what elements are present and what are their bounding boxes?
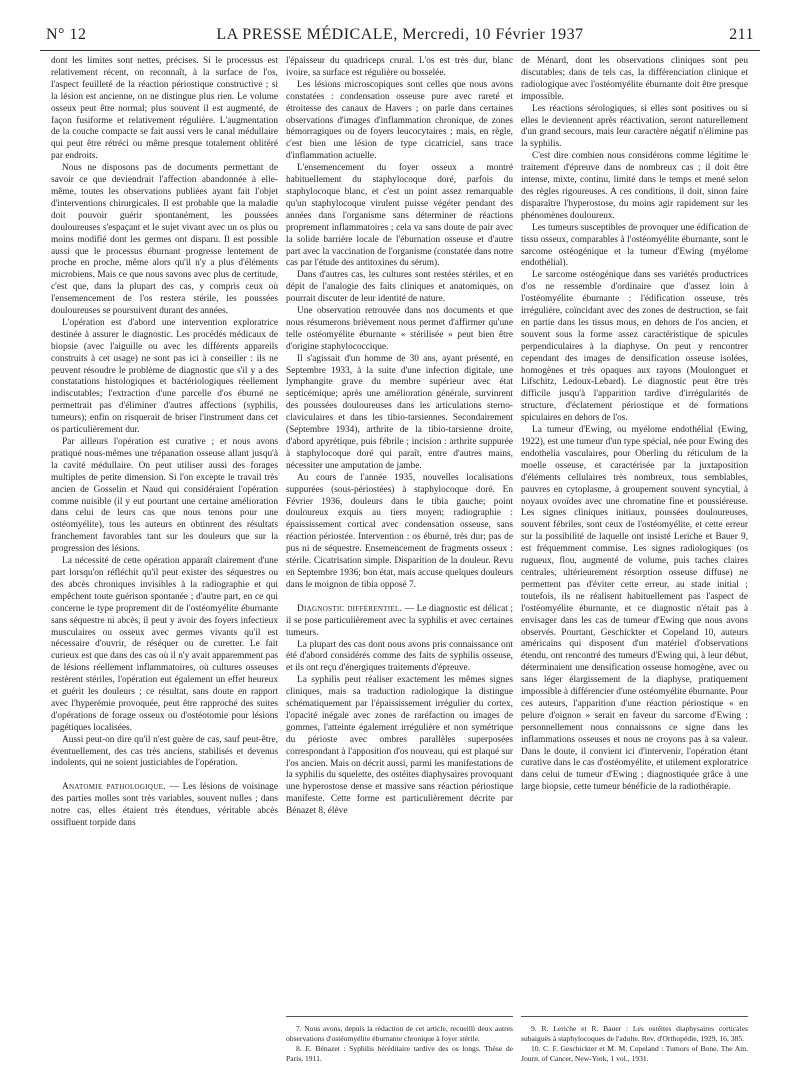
footnotes-column-3 — [521, 1016, 748, 1064]
paragraph: Les lésions microscopiques sont celles que nous avons constatées : condensation osseuse pure avec rareté et étroitesse des canaux de Havers ; on parle dans certaines observations d'images d'inflammation chronique, de zones hémorragiques ou de foyers leucocytaires ; mais, en règle, c'est bien une lésion de type cicatriciel, sans trace d'inflammation actuelle. — [286, 79, 513, 162]
paragraph: Nous ne disposons pas de documents permettant de savoir ce que deviendrait l'affection abandonnée à elle-même, toutes les observations publiées ayant fait l'objet d'interventions chirurgicales. Il est probable que la maladie doit pouvoir guérir spontanément, les poussées douloureuses s'espaçant et le sujet vivant avec un os plus ou moins modifié dont les germes ont disparu. Il est possible aussi que le processus éburnant progresse lentement de proche en proche, même alors qu'il n'y a plus d'éléments microbiens. Mais ce que nous savons avec plus de certitude, c'est que, dans la plupart des cas, y compris ceux où l'ensemencement de l'os restera stérile, les poussées douloureuses se poursuivent durant des années. — [51, 163, 278, 317]
paragraph: dont les limites sont nettes, précises. Si le processus est relativement récent, on reconnaît, à la surface de l'os, l'aspect feuilleté de la réaction périostique constructive ; si la lésion est ancienne, on ne distingue plus rien. Le volume osseux peut être normal; plus souvent il est augmenté, de façon fusiforme et relativement régulière. L'augmentation de la couche compacte se fait aussi vers le canal médullaire qui peut être rétréci ou même presque totalement oblitéré par endroits. — [51, 56, 278, 162]
page-number: 211 — [729, 26, 754, 43]
footnote-8: 8. E. Bénazet : Syphilis héréditaire tardive des os longs. Thèse de Paris, 1911. — [286, 1044, 513, 1063]
paragraph: La plupart des cas dont nous avons pris connaissance ont été d'abord considérés comme des faits de syphilis osseuse, et ils ont reçu d'énergiques traitements d'épreuve. — [286, 639, 513, 674]
paragraph: La syphilis peut réaliser exactement les mêmes signes cliniques, mais sa traduction radiologique la distingue schématiquement par l'épaississement irrégulier du cortex, l'opacité inégale avec zones de raréfaction ou images de gommes, l'atteinte également irrégulière et non symétrique du périoste avec ombres parallèles superposées correspondant à l'apposition d'os nouveau, qui est plaqué sur l'os ancien. Mais on décrit aussi, parmi les manifestations de la syphilis du squelette, des ostéites diaphysaires provoquant une hyperostose dense et massive sans réaction périostique manifeste. Cette forme est particulièrement décrite par Bénazet 8, élève — [286, 675, 513, 817]
column-2 — [286, 56, 513, 818]
case-report: Il s'agissait d'un homme de 30 ans, ayant présenté, en Septembre 1933, à la suite d'une infection digitale, une lymphangite grave du membre supérieur avec état septicémique; après une amélioration générale, survinrent des poussées douloureuses dans les articulations sterno-claviculaires et dans les tibio-tarsiennes. Secondairement (Septembre 1934), arthrite de la tibio-tarsienne droite, d'abord apyrétique, puis fébrile ; incision : arthrite suppurée à staphylocoque doré qui paraît, entre d'autres mains, nécessiter une amputation de jambe. — [286, 353, 513, 471]
paragraph: Une observation retrouvée dans nos documents et que nous résumerons brièvement nous permet d'affirmer qu'une telle ostéomyélite éburnante « stérilisée » peut bien être d'origine staphylococcique. — [286, 306, 513, 352]
paragraph: Aussi peut-on dire qu'il n'est guère de cas, sauf peut-être, éventuellement, des cas très anciens, stabilisés et devenus indolents, qui ne soient justiciables de l'opération. — [51, 734, 278, 769]
column-1 — [51, 56, 278, 830]
paragraph: Par ailleurs l'opération est curative ; et nous avons pratiqué nous-mêmes une trépanation osseuse allant jusqu'à la cavité médullaire. On peut utiliser aussi des forages multiples de petite dimension. Si l'on excepte le travail très ancien de Gosselin et Naud qui considéraient l'opération comme nuisible (il y eut pourtant une certaine amélioration dans celui de leurs cas que nous tenons pour une ostéomyélite), tous les auteurs en obtinrent des résultats franchement favorables tant sur les douleurs que sur la progression des lésions. — [51, 437, 278, 555]
issue-number: N° 12 — [46, 26, 87, 43]
section-paragraph — [286, 604, 513, 640]
section-text: — Les lésions de voisinage des parties molles sont très variables, souvent nulles ; dans notre cas, elles étaient très étendues, véritable abcès ossifluent torpide dans — [51, 782, 278, 829]
column-3 — [521, 56, 748, 794]
paragraph: Le sarcome ostéogénique dans ses variétés productrices d'os ne ressemble d'ordinaire que d'assez loin à l'ostéomyélite éburnante : l'édification osseuse, très irrégulière, coïncidant avec des zones de destruction, se fait en partie dans les tissus mous, en dehors de l'os ancien, et souvent sous la forme assez caractéristique de spicules perpendiculaires à la diaphyse. On peut y rencontrer cependant des images de densification osseuse isolées, homogènes et très opaques aux rayons (Moulonguet et Lifschitz, Ledoux-Lebard). Le diagnostic peut être très difficile jusqu'à l'apparition tardive d'irrégularités de structure, d'éclatement périostique et de formations spiculaires en dehors de l'os. — [521, 270, 748, 424]
paragraph: l'épaisseur du quadriceps crural. L'os est très dur, blanc ivoire, sa surface est régulière ou bosselée. — [286, 56, 513, 78]
journal-title: LA PRESSE MÉDICALE, Mercredi, 10 Février 1937 — [216, 26, 584, 43]
section-heading: Diagnostic différentiel. — [297, 603, 403, 614]
section-text: — Le diagnostic est délicat ; il se pose particulièrement avec la syphilis et avec certaines tumeurs. — [286, 603, 513, 638]
paragraph: L'ensemencement du foyer osseux a montré habituellement du staphylocoque doré, parfois du staphylocoque blanc, et c'est un point assez remarquable qu'un staphylocoque virulent puisse végéter pendant des années dans l'organisme sans déterminer de réactions proprement inflammatoires ; cela va sans doute de pair avec la solide barrière locale de l'éburnation osseuse et d'autre part avec la vaccination de l'organisme (constatée dans notre cas par l'étude des antitoxines du sérum). — [286, 163, 513, 269]
running-header — [40, 26, 760, 52]
footnotes-column-2 — [286, 1016, 513, 1064]
footnote-9: 9. R. Leriche et R. Bauer : Les ostéites diaphysaires corticales subaiguës à staphylocoques de l'adulte. Rev. d'Orthopédie, 1929, 16, 385. — [521, 1024, 748, 1043]
paragraph: La nécessité de cette opération apparaît clairement d'une part lorsqu'on réfléchit qu'il peut exister des séquestres ou des abcès chroniques invisibles à la radiographie et qui empêchent toute guérison spontanée ; d'autre part, en ce qui concerne le type proprement dit de l'ostéomyélite éburnante sans séquestre ni abcès, il peut y avoir des foyers infectieux musculaires ou osseux avec germes vivants qu'il est nécessaire d'ouvrir, de réséquer ou de curetter. Le fait curieux est que dans des cas où il n'y avait apparemment pas de lésions réellement inflammatoires, où cultures osseuses restèrent stériles, l'opération eut également un effet heureux et guérit les douleurs ; ce résultat, sans doute en rapport avec l'hyperémie provoquée, peut être rapproché des suites d'opérations de forage osseux ou d'ostéotomie pour lésions pagétiques localisées. — [51, 556, 278, 733]
footnote-10: 10. C. F. Geschickter et M. M. Copeland : Tumors of Bone. The Am. Journ. of Cancer, New-York, 1 vol., 1931. — [521, 1044, 748, 1063]
section-paragraph — [51, 782, 278, 830]
paragraph: La tumeur d'Ewing, ou myélome endothélial (Ewing, 1922), est une tumeur d'un type spécial, née pour Ewing des endothelia vasculaires, pour Oberling du réticulum de la moelle osseuse, et caractérisée par la juxtaposition d'éléments cellulaires très nombreux, tous semblables, pauvres en cytoplasme, à groupement souvent syncytial, à noyaux ovoïdes avec une chromatine fine et poussiéreuse. Les signes cliniques initiaux, poussées douloureuses, souvent fébriles, sont ceux de l'ostéomyélite, et cette erreur sur la possibilité de laquelle ont insisté Leriche et Bauer 9, est fréquemment commise. Les signes radiologiques (os rugueux, flou, augmenté de volume, puis taches claires centrales, ultérieurement résorption osseuse diffuse) ne permettent pas d'éviter cette erreur, au stade initial ; toutefois, ils ne réalisent habituellement pas l'aspect de l'ostéomyélite éburnante, et ce diagnostic n'était pas à envisager dans les cas de tumeur d'Ewing que nous avons observés. Pourtant, Geschickter et Copeland 10, auteurs américains qui disposent d'un matériel d'observations étendu, ont rencontré des tumeurs d'Ewing qui, à leur début, déterminaient une densification osseuse homogène, avec ou sans léger élargissement de la diaphyse, pratiquement impossible à différencier d'une ostéomyélite éburnante. Pour ces auteurs, l'apparition d'une réaction périostique « en pelure d'oignon » serait en faveur du sarcome d'Ewing : personnellement nous connaissons ce signe dans les inflammations osseuses et nous ne croyons pas à sa valeur. Dans le doute, il convient ici d'intervenir, l'opération étant curative dans le cas d'ostéomyélite, et utilement exploratrice dans celui de tumeur d'Ewing ; diagnostiquée grâce à une large biopsie, cette tumeur bénéficie de la radiothérapie. — [521, 425, 748, 793]
paragraph: C'est dire combien nous considérons comme légitime le traitement d'épreuve dans de nombreux cas ; il doit être intense, mixte, continu, limité dans le temps et mené selon des règles rigoureuses. A ces conditions, il doit, sinon faire disparaître l'hyperostose, du moins agir rapidement sur les phénomènes douloureux. — [521, 151, 748, 221]
footnote-7: 7. Nous avons, depuis la rédaction de cet article, recueilli deux autres observations d'ostéomyélite éburnante chronique à foyer stérile. — [286, 1024, 513, 1043]
paragraph: L'opération est d'abord une intervention exploratrice destinée à assurer le diagnostic. Les procédés médicaux de biopsie (avec l'aiguille ou avec les différents appareils construits à cet usage) ne sont pas ici à conseiller : ils ne peuvent résoudre le problème de diagnostic que s'il y a des constatations histologiques et bactériologiques réellement indiscutables; l'extraction d'une parcelle d'os éburné ne permettrait pas d'éliminer d'autres affections (syphilis, tumeurs); enfin on risquerait de briser l'instrument dans cet os particulièrement dur. — [51, 317, 278, 436]
header-rule — [40, 50, 760, 51]
paragraph: Dans d'autres cas, les cultures sont restées stériles, et en dépit de l'analogie des faits cliniques et anatomiques, on pourrait discuter de leur identité de nature. — [286, 270, 513, 305]
paragraph: Les tumeurs susceptibles de provoquer une édification de tissu osseux, comparables à l'ostéomyélite éburnante, sont le sarcome ostéogénique et la tumeur d'Ewing (myélome endothélial). — [521, 222, 748, 269]
paragraph: de Ménard, dont les observations cliniques sont peu discutables; dans de tels cas, la différenciation clinique et radiologique avec l'ostéomyélite éburnante doit être presque impossible. — [521, 56, 748, 102]
case-report: Au cours de l'année 1935, nouvelles localisations suppurées (sous-périostées) à staphylocoque doré. En Février 1936, douleurs dans le tibia gauche; point douloureux exquis au tiers moyen; radiographie : épaississement cortical avec condensation osseuse, sans réaction périostée. Intervention : os éburné, très dur; pas de pus ni de séquestre. Ensemencement de fragments osseux : stérile. Cicatrisation simple. Disparition de la douleur. Revu en Septembre 1936; bon état, mais accuse quelques douleurs dans le moignon de tibia opposé 7. — [286, 472, 513, 590]
section-heading: Anatomie pathologique. — [62, 782, 166, 793]
paragraph: Les réactions sérologiques, si elles sont positives ou si elles le deviennent après réactivation, seront naturellement d'un grand secours, mais leur caractère négatif n'élimine pas la syphilis. — [521, 103, 748, 150]
